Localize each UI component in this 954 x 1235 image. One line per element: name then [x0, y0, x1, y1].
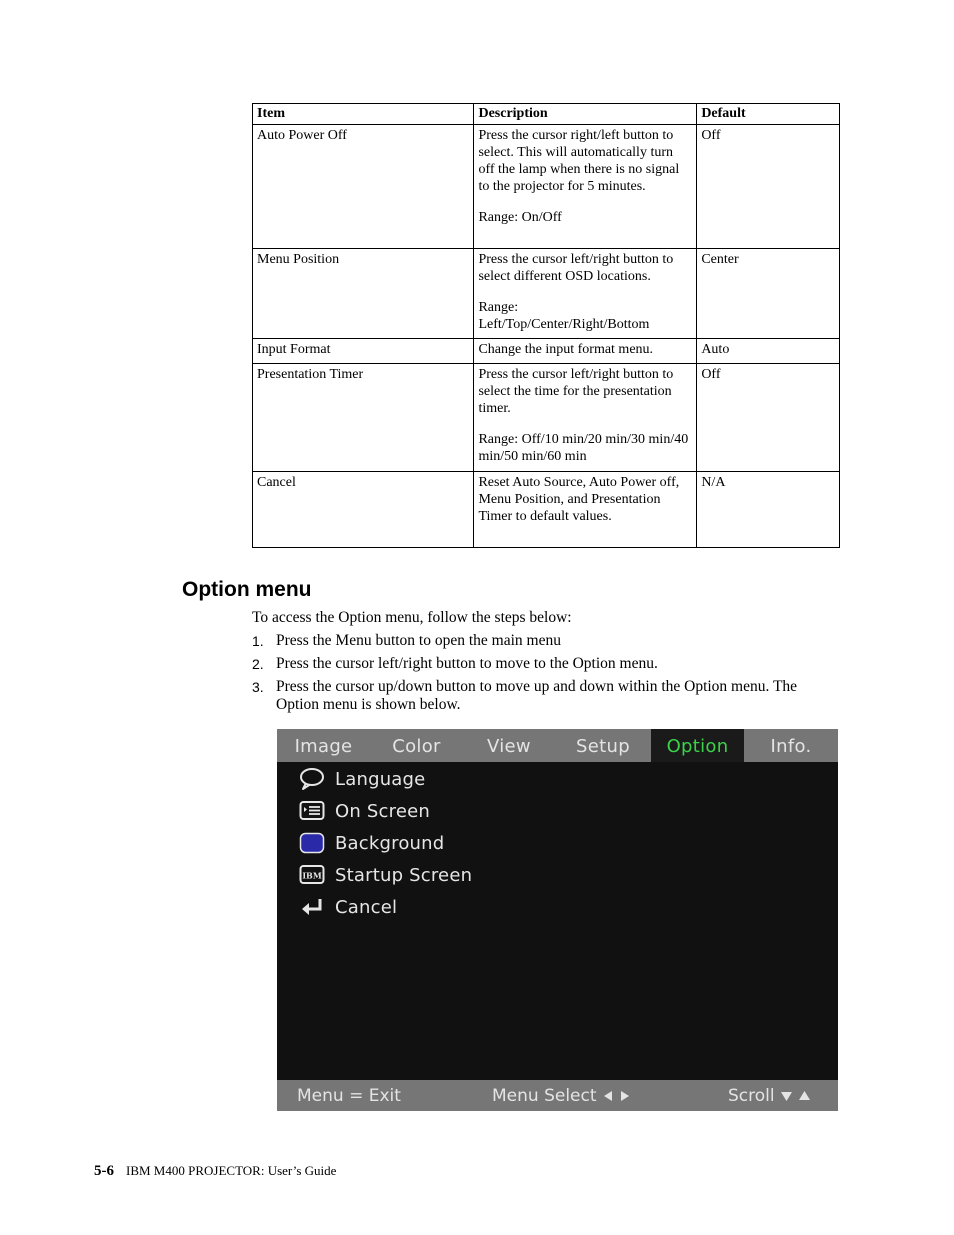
default-cell: Off — [697, 125, 840, 249]
item-cell: Presentation Timer — [253, 364, 474, 472]
default-cell: Auto — [697, 339, 840, 364]
down-arrow-icon — [780, 1090, 793, 1102]
default-cell: N/A — [697, 472, 840, 548]
description-text: Press the cursor right/left button to select. This will automatically turn off the lamp when there is no signal to the projector for 5 minutes. — [478, 128, 680, 194]
description-cell — [474, 472, 697, 548]
menu-select-hint — [492, 1086, 631, 1106]
menu-item-label: Cancel — [335, 896, 398, 918]
menu-item-background[interactable] — [299, 827, 472, 859]
list-item — [252, 655, 832, 673]
steps-list — [252, 632, 832, 719]
osd-tab-bar — [277, 729, 838, 762]
page-number: 5-6 — [94, 1163, 114, 1179]
scroll-hint — [728, 1086, 811, 1106]
menu-item-cancel[interactable] — [299, 891, 472, 923]
step-text: Press the Menu button to open the main menu — [276, 632, 561, 649]
return-arrow-icon — [299, 895, 325, 919]
list-item — [252, 678, 832, 714]
menu-exit-hint: Menu = Exit — [297, 1086, 401, 1106]
range-text: Range: Off/10 min/20 min/30 min/40 min/50 min/60 min — [478, 432, 689, 464]
step-number: 3. — [252, 679, 264, 695]
item-cell: Auto Power Off — [253, 125, 474, 249]
menu-select-label: Menu Select — [492, 1086, 597, 1106]
default-cell: Center — [697, 249, 840, 339]
settings-table — [252, 103, 840, 548]
menu-item-label: Background — [335, 832, 445, 854]
blue-background-icon — [299, 831, 325, 855]
column-header: Default — [697, 104, 840, 125]
menu-item-language[interactable] — [299, 763, 472, 795]
menu-item-label: Startup Screen — [335, 864, 473, 886]
range-text: Range: Left/Top/Center/Right/Bottom — [478, 300, 650, 332]
scroll-label: Scroll — [728, 1086, 775, 1106]
intro-text: To access the Option menu, follow the steps below: — [252, 609, 572, 626]
default-cell: Off — [697, 364, 840, 472]
column-header: Description — [474, 104, 697, 125]
section-heading: Option menu — [182, 578, 312, 601]
tab-view[interactable]: View — [487, 736, 531, 757]
step-number: 1. — [252, 633, 264, 649]
tab-image[interactable]: Image — [294, 736, 353, 757]
table-row — [253, 125, 840, 249]
step-text: Press the cursor left/right button to move to the Option menu. — [276, 655, 658, 672]
table-row — [253, 249, 840, 339]
description-cell — [474, 339, 697, 364]
document-title: IBM M400 PROJECTOR: User’s Guide — [126, 1163, 337, 1178]
tab-info[interactable]: Info. — [770, 736, 812, 757]
description-cell — [474, 249, 697, 339]
list-item — [252, 632, 832, 650]
table-row — [253, 339, 840, 364]
description-text: Change the input format menu. — [478, 342, 654, 357]
tab-color[interactable]: Color — [392, 736, 441, 757]
osd-menu-list — [299, 763, 472, 923]
osd-list-icon — [299, 799, 325, 823]
page-footer — [94, 1163, 336, 1180]
description-text: Reset Auto Source, Auto Power off, Menu Position, and Presentation Timer to default values. — [478, 475, 680, 524]
menu-item-label: Language — [335, 768, 426, 790]
item-cell: Cancel — [253, 472, 474, 548]
menu-item-startup-screen[interactable] — [299, 859, 472, 891]
column-header: Item — [253, 104, 474, 125]
svg-text:IBM: IBM — [302, 870, 322, 881]
left-arrow-icon — [602, 1090, 614, 1102]
table-header-row — [253, 104, 840, 125]
step-text: Press the cursor up/down button to move up and down within the Option menu. The Option menu is shown below. — [276, 678, 798, 713]
speech-bubble-icon — [299, 767, 325, 791]
description-cell — [474, 364, 697, 472]
right-arrow-icon — [619, 1090, 631, 1102]
item-cell: Menu Position — [253, 249, 474, 339]
range-text: Range: On/Off — [478, 210, 562, 225]
description-text: Press the cursor left/right button to select the time for the presentation timer. — [478, 367, 674, 416]
description-text: Press the cursor left/right button to select different OSD locations. — [478, 252, 674, 284]
table-row — [253, 364, 840, 472]
tab-setup[interactable]: Setup — [576, 736, 630, 757]
description-cell — [474, 125, 697, 249]
table-row — [253, 472, 840, 548]
up-arrow-icon — [798, 1090, 811, 1102]
item-cell: Input Format — [253, 339, 474, 364]
osd-footer-bar — [277, 1080, 838, 1111]
tab-option[interactable]: Option — [651, 729, 744, 762]
menu-item-label: On Screen — [335, 800, 430, 822]
step-number: 2. — [252, 656, 264, 672]
menu-item-on-screen[interactable] — [299, 795, 472, 827]
ibm-logo-icon — [299, 863, 325, 887]
osd-option-menu-screenshot — [277, 729, 838, 1111]
